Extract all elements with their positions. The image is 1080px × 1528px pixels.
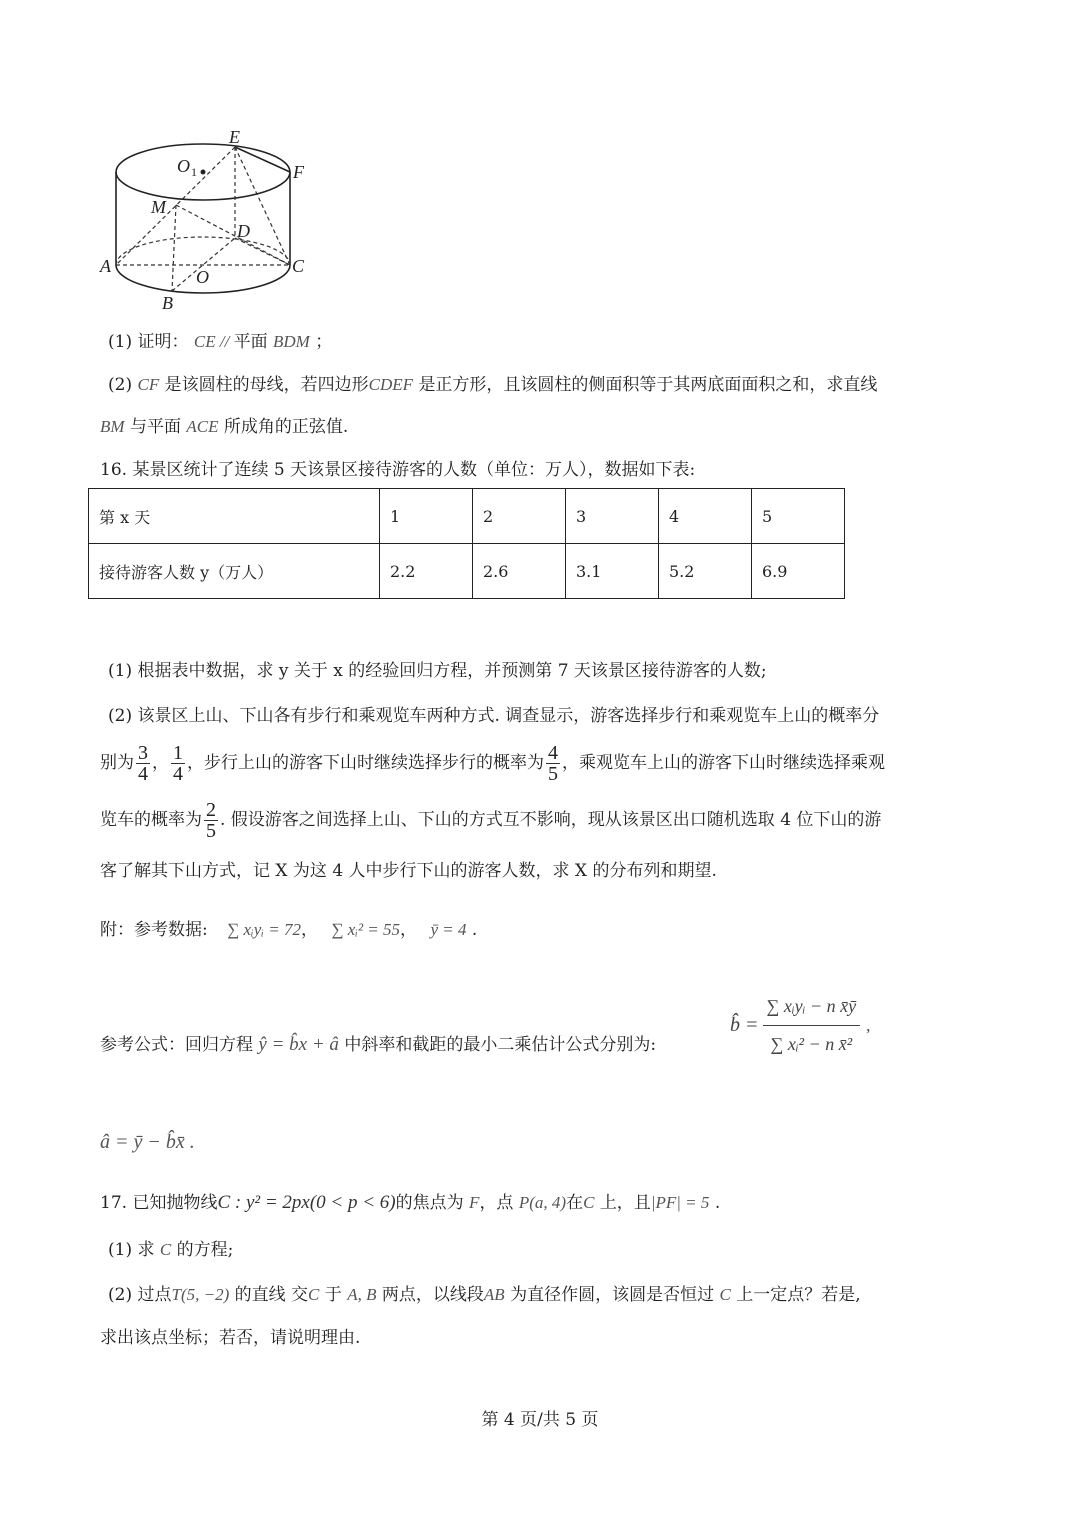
q16-part2-line4: 客了解其下山方式，记 X 为这 4 人中步行下山的游客人数，求 X 的分布列和期望.: [100, 861, 717, 881]
table-cell: 2.2: [380, 544, 473, 599]
math: C: [159, 1240, 172, 1259]
numerator: ∑ xᵢyᵢ − n x̄ȳ: [763, 988, 861, 1026]
text: 中斜率和截距的最小二乘估计公式分别为:: [344, 1035, 657, 1055]
table-cell: 6.9: [752, 544, 845, 599]
table-row: [89, 544, 845, 599]
math: CE //: [193, 332, 234, 351]
table-cell: 2: [473, 489, 566, 544]
table-cell: 2.6: [473, 544, 566, 599]
q17-intro: [100, 1191, 720, 1215]
q16-part2-line3: [100, 797, 881, 843]
text: ，步行上山的游客下山时继续选择步行的概率为: [187, 753, 544, 773]
math: AB: [483, 1285, 505, 1304]
text: 的方程;: [176, 1240, 234, 1260]
math: |PF| = 5: [650, 1193, 710, 1212]
math: ∑ xᵢyᵢ = 72: [227, 920, 301, 939]
intercept-formula: â = ȳ − b̂x̄ .: [100, 1131, 195, 1153]
part-label: (2): [108, 375, 133, 395]
q15-part1: [108, 330, 332, 354]
text: (2) 过点: [108, 1285, 172, 1305]
text: 的直线 交: [234, 1285, 309, 1305]
text: 在: [566, 1193, 584, 1213]
text: (1) 求: [108, 1240, 155, 1260]
text: 是该圆柱的母线，若四边形: [164, 375, 369, 395]
q16-intro: 16. 某景区统计了连续 5 天该景区接待游客的人数（单位：万人），数据如下表:: [100, 460, 696, 480]
text: 于: [324, 1285, 342, 1305]
reference-data: 附：参考数据: ∑ xᵢyᵢ = 72， ∑ xᵢ² = 55， ȳ = 4 .: [100, 920, 478, 940]
math: CF: [137, 375, 160, 394]
math: C: [308, 1285, 320, 1304]
label-B: B: [162, 293, 173, 313]
fraction: [136, 743, 150, 784]
text: 17. 已知抛物线: [100, 1193, 218, 1213]
label-C: C: [292, 256, 305, 276]
math: T(5, −2): [171, 1285, 230, 1304]
row-header: 接待游客人数 y（万人）: [89, 544, 380, 599]
table-cell: 1: [380, 489, 473, 544]
math: b̂ =: [730, 1014, 759, 1036]
math: C: [583, 1193, 595, 1212]
text: 览车的概率为: [100, 810, 202, 830]
fraction: [546, 743, 560, 784]
text: 上一定点？若是,: [736, 1285, 861, 1305]
numerator: 1: [173, 742, 183, 764]
q16-part2-line2: [100, 740, 885, 786]
table-row: [89, 489, 845, 544]
label-O1-sub: 1: [191, 165, 197, 179]
math: ACE: [186, 417, 219, 436]
fraction: [204, 800, 218, 841]
numerator: 4: [548, 742, 558, 764]
table-cell: 5: [752, 489, 845, 544]
numerator: 3: [138, 742, 148, 764]
math: ŷ = b̂x + â: [258, 1034, 339, 1055]
text: 的焦点为: [395, 1193, 464, 1213]
math: CDEF: [368, 375, 414, 394]
slope-formula: b̂ = ∑ xᵢyᵢ − n x̄ȳ ∑ xᵢ² − n x̄² ,: [730, 988, 870, 1063]
table-cell: 3: [566, 489, 659, 544]
label-F: F: [293, 162, 304, 182]
q17-part1: [108, 1238, 233, 1262]
math: F: [469, 1193, 480, 1212]
table-cell: 4: [659, 489, 752, 544]
math: A, B: [347, 1285, 377, 1304]
cylinder-figure: [0, 0, 340, 320]
text: 参考公式：回归方程: [100, 1035, 253, 1055]
q17-part2: [108, 1283, 861, 1307]
table-cell: 3.1: [566, 544, 659, 599]
text: .: [714, 1193, 721, 1213]
text: 上，且: [599, 1193, 651, 1213]
reference-formula: [100, 1033, 656, 1057]
math: P(a, 4): [518, 1193, 567, 1212]
text: ；: [315, 332, 333, 352]
math: ∑ xᵢ² = 55: [331, 920, 401, 939]
label-O: O: [196, 267, 209, 287]
label-E: E: [229, 127, 240, 147]
text: 附：参考数据:: [100, 920, 208, 940]
text: 两点，以线段: [381, 1285, 484, 1305]
math: BM: [100, 417, 125, 436]
text: . 假设游客之间选择上山、下山的方式互不影响，现从该景区出口随机选取 4 位下山的游: [220, 810, 882, 830]
text: 为直径作圆，该圆是否恒过: [510, 1285, 715, 1305]
denominator: 4: [173, 763, 183, 785]
denominator: 4: [138, 763, 148, 785]
text: 与平面: [129, 417, 181, 437]
q17-part2-cont: 求出该点坐标；若否，请说明理由.: [100, 1328, 361, 1348]
table-cell: 5.2: [659, 544, 752, 599]
q15-part2: [108, 373, 877, 397]
text: ，: [152, 753, 169, 773]
text: ，乘观览车上山的游客下山时继续选择乘观: [562, 753, 885, 773]
q16-part2-line1: (2) 该景区上山、下山各有步行和乘观览车两种方式. 调查显示，游客选择步行和乘观览车上山的概率分: [108, 706, 880, 726]
page-footer: 第 4 页/共 5 页: [481, 1410, 599, 1430]
math: C : y² = 2px(0 < p < 6): [217, 1192, 396, 1213]
text: ，点: [479, 1193, 514, 1213]
row-header: 第 x 天: [89, 489, 380, 544]
q15-part2-cont: [100, 415, 348, 439]
visitor-table: [88, 488, 845, 599]
q16-part1: (1) 根据表中数据，求 y 关于 x 的经验回归方程，并预测第 7 天该景区接待游客的人数;: [108, 661, 767, 681]
label-A: A: [100, 256, 111, 276]
denominator: 5: [206, 820, 216, 842]
text: 所成角的正弦值.: [223, 417, 349, 437]
text: 平面: [233, 332, 268, 352]
text: 是正方形，且该圆柱的侧面积等于其两底面面积之和，求直线: [418, 375, 878, 395]
text: 证明：: [137, 332, 189, 352]
numerator: 2: [206, 799, 216, 821]
part-label: (1): [108, 332, 133, 352]
label-M: M: [151, 197, 166, 217]
text: 别为: [100, 753, 134, 773]
fraction: [171, 743, 185, 784]
math: ȳ = 4: [430, 920, 467, 939]
label-O1: O: [177, 156, 190, 176]
denominator: 5: [548, 763, 558, 785]
label-D: D: [237, 221, 250, 241]
math: BDM: [272, 332, 310, 351]
math: C: [719, 1285, 731, 1304]
denominator: ∑ xᵢ² − n x̄²: [770, 1034, 853, 1054]
